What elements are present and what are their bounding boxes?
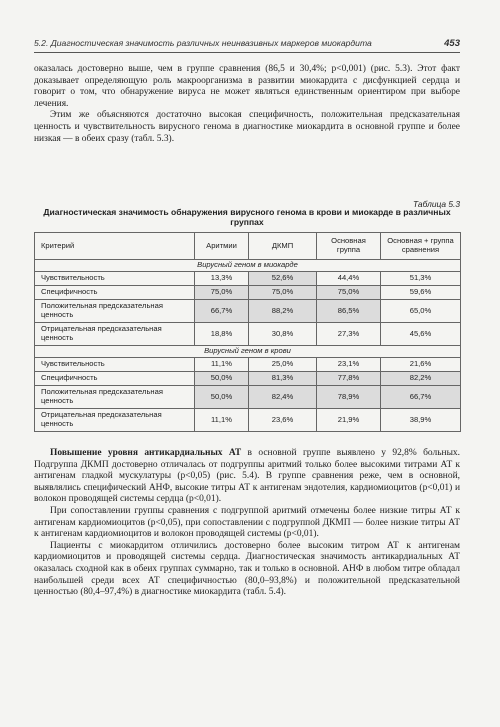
- table-row: [35, 386, 461, 409]
- value-cell: 11,1%: [195, 409, 249, 432]
- value-cell: 25,0%: [249, 358, 317, 372]
- value-cell: 11,1%: [195, 358, 249, 372]
- value-cell: 78,9%: [317, 386, 381, 409]
- running-header: [34, 38, 460, 49]
- criterion-cell: Чувствительность: [35, 272, 195, 286]
- bold-lead: Повышение уровня антикардиальных АТ: [50, 448, 242, 458]
- value-cell: 38,9%: [381, 409, 461, 432]
- section-label: Вирусный геном в миокарде: [35, 260, 461, 272]
- paragraph: Этим же объясняются достаточно высокая специфичность, положительная предсказательная ценность и чувствительность вирусного генома в диагностике миокардита в основной группе и более низкая — в обеих сразу (табл. 5.3).: [34, 110, 460, 144]
- header-rule: [34, 52, 460, 53]
- column-header: Аритмии: [195, 233, 249, 260]
- value-cell: 23,6%: [249, 409, 317, 432]
- value-cell: 82,2%: [381, 372, 461, 386]
- table-row: [35, 358, 461, 372]
- intro-text: [34, 64, 460, 145]
- page-number: 453: [444, 38, 460, 49]
- criterion-cell: Специфичность: [35, 372, 195, 386]
- paragraph: оказалась достоверно выше, чем в группе сравнения (86,5 и 30,4%; p<0,001) (рис. 5.3). Этот факт доказывает определяющую роль макроорганизма в развитии миокардита с дисфункцией сердца и говорит о том, что обнаружение вируса не может являться единственным ориентиром при выборе лечения.: [34, 64, 460, 109]
- paragraph: Пациенты с миокардитом отличились достоверно более высоким титром АТ к антигенам кардиомиоцитов и проводящей системы сердца. Диагностическая значимость антикардиальных АТ оказалась сходной как в обеих группах суммарно, так и только в основной. АНФ в любом титре обладал наибольшей среди всех АТ специфичностью (80,0–93,8%) и положительной предсказательной ценностью (80,4–97,4%) в диагностике миокардита (табл. 5.4).: [34, 540, 460, 598]
- column-header: Основная группа: [317, 233, 381, 260]
- value-cell: 66,7%: [195, 300, 249, 323]
- value-cell: 44,4%: [317, 272, 381, 286]
- criterion-cell: Положительная предсказательная ценность: [35, 300, 195, 323]
- value-cell: 66,7%: [381, 386, 461, 409]
- value-cell: 77,8%: [317, 372, 381, 386]
- value-cell: 75,0%: [317, 286, 381, 300]
- results-text: [34, 448, 460, 599]
- criterion-cell: Отрицательная предсказательная ценность: [35, 323, 195, 346]
- criterion-cell: Специфичность: [35, 286, 195, 300]
- column-header: Критерий: [35, 233, 195, 260]
- value-cell: 82,4%: [249, 386, 317, 409]
- table-row: [35, 272, 461, 286]
- criterion-cell: Отрицательная предсказательная ценность: [35, 409, 195, 432]
- value-cell: 21,9%: [317, 409, 381, 432]
- section-label: Вирусный геном в крови: [35, 346, 461, 358]
- table-caption: Таблица 5.3: [412, 199, 460, 209]
- value-cell: 23,1%: [317, 358, 381, 372]
- data-table: [34, 232, 461, 432]
- paragraph: При сопоставлении группы сравнения с подгруппой аритмий отмечены более низкие титры АТ к антигенам кардиомиоцитов (p<0,05), при сопоставлении с подгруппой ДКМП — более низкие титры АТ к антигенам кардиомиоцитов и волокон проводящей системы (p<0,01).: [34, 505, 460, 540]
- paragraph-rest: в основной группе выявлено у 92,8% больных. Подгруппа ДКМП достоверно отличалась от подгруппы аритмий только более высокими титрами АТ к антигенам гладкой мускулатуры (p<0,05) (рис. 5.4). В группе сравнения реже, чем в основной, выявлялись специфический АНФ, высокие титры АТ к антигенам эндотелия, кардиомиоцитов (p<0,01) и волокон проводящей системы сердца (p<0,01).: [34, 448, 460, 505]
- running-title: 5.2. Диагностическая значимость различных неинвазивных маркеров миокардита: [34, 38, 372, 48]
- column-header: Основная + группа сравнения: [381, 233, 461, 260]
- value-cell: 75,0%: [249, 286, 317, 300]
- value-cell: 51,3%: [381, 272, 461, 286]
- value-cell: 86,5%: [317, 300, 381, 323]
- value-cell: 52,6%: [249, 272, 317, 286]
- value-cell: 21,6%: [381, 358, 461, 372]
- table-row: [35, 286, 461, 300]
- table-row: [35, 372, 461, 386]
- value-cell: 45,6%: [381, 323, 461, 346]
- value-cell: 18,8%: [195, 323, 249, 346]
- value-cell: 59,6%: [381, 286, 461, 300]
- value-cell: 27,3%: [317, 323, 381, 346]
- value-cell: 50,0%: [195, 372, 249, 386]
- value-cell: 30,8%: [249, 323, 317, 346]
- criterion-cell: Положительная предсказательная ценность: [35, 386, 195, 409]
- criterion-cell: Чувствительность: [35, 358, 195, 372]
- value-cell: 81,3%: [249, 372, 317, 386]
- table-row: [35, 300, 461, 323]
- table-row: [35, 323, 461, 346]
- table-row: [35, 409, 461, 432]
- value-cell: 50,0%: [195, 386, 249, 409]
- value-cell: 13,3%: [195, 272, 249, 286]
- value-cell: 65,0%: [381, 300, 461, 323]
- column-header: ДКМП: [249, 233, 317, 260]
- value-cell: 75,0%: [195, 286, 249, 300]
- table-title: Диагностическая значимость обнаружения вирусного генома в крови и миокарде в различных группах: [43, 207, 451, 228]
- paragraph: [34, 448, 460, 506]
- value-cell: 88,2%: [249, 300, 317, 323]
